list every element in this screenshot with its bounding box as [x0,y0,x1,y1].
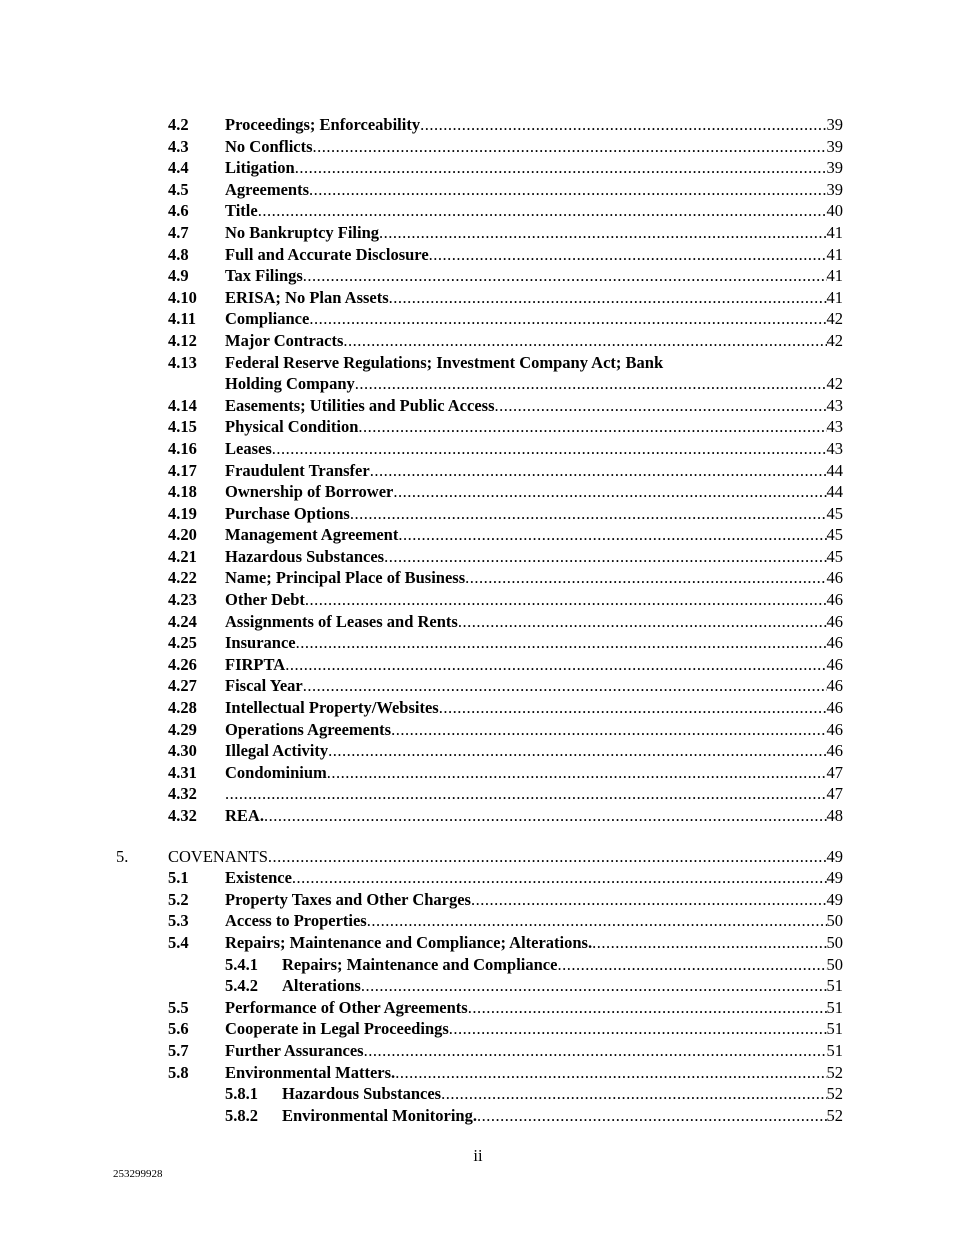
toc-number: 4.8 [168,244,189,264]
section-spacer [0,827,956,846]
toc-entry-4-32-rea[interactable] [0,805,956,827]
table-of-contents [0,114,956,1126]
dot-leader [398,524,826,546]
toc-page: 46 [826,590,843,610]
toc-page: 48 [826,806,843,825]
toc-title: No Conflicts [225,136,313,156]
toc-entry-4-32-blank[interactable] [0,783,956,805]
toc-title: Easements; Utilities and Public Access [225,395,495,415]
toc-number: 4.30 [168,741,197,761]
toc-number: 5.1 [168,868,189,888]
toc-title: Cooperate in Legal Proceedings [225,1019,449,1039]
dot-leader [441,1083,826,1105]
toc-entry-4-19[interactable] [0,503,956,525]
toc-entry-5-4-2[interactable] [0,975,956,997]
toc-entry-4-25[interactable] [0,632,956,654]
toc-title: Purchase Options [225,503,350,523]
toc-page: 46 [826,741,843,761]
toc-entry-5-4[interactable] [0,932,956,954]
toc-page: 39 [826,179,843,199]
toc-number: 4.20 [168,525,197,545]
toc-entry-4-13[interactable] [0,352,956,374]
dot-leader [592,932,826,954]
toc-entry-4-17[interactable] [0,460,956,482]
toc-page: 42 [826,374,843,394]
toc-page: 52 [826,1084,843,1104]
toc-page: 42 [826,330,843,350]
toc-entry-4-3[interactable] [0,136,956,158]
toc-entry-5-8-2[interactable] [0,1105,956,1127]
toc-entry-4-21[interactable] [0,546,956,568]
toc-number: 5.2 [168,889,189,909]
toc-title: Property Taxes and Other Charges [225,889,471,909]
toc-page: 44 [826,482,843,502]
toc-entry-4-24[interactable] [0,611,956,633]
toc-page: 46 [826,568,843,588]
dot-leader [477,1105,827,1127]
toc-title: Repairs; Maintenance and Compliance [282,954,558,974]
toc-number: 4.9 [168,266,189,286]
toc-page: 42 [826,309,843,329]
dot-leader [370,460,827,482]
dot-leader [384,546,826,568]
toc-number: 5.7 [168,1040,189,1060]
toc-number: 4.23 [168,590,197,610]
toc-number: 5.5 [168,997,189,1017]
toc-title: Other Debt [225,590,305,610]
dot-leader [393,481,826,503]
toc-title: Tax Filings [225,266,303,286]
toc-page: 39 [826,158,843,178]
toc-number: 4.21 [168,546,197,566]
toc-entry-4-13-continued[interactable] [0,373,956,395]
toc-number: 5.8.1 [225,1084,258,1104]
toc-entry-5-8-1[interactable] [0,1083,956,1105]
dot-leader [309,308,826,330]
dot-leader [285,654,826,676]
toc-page: 41 [826,287,843,307]
toc-number: 4.15 [168,417,197,437]
toc-page: 49 [826,868,843,888]
toc-entry-4-22[interactable] [0,567,956,589]
toc-number: 4.10 [168,287,197,307]
toc-entry-4-15[interactable] [0,416,956,438]
toc-page: 51 [826,1040,843,1060]
toc-page: 46 [826,676,843,696]
toc-title: Fraudulent Transfer [225,460,370,480]
dot-leader [292,867,827,889]
toc-entry-4-5[interactable] [0,179,956,201]
dot-leader [264,805,827,827]
toc-page: 43 [826,438,843,458]
dot-leader [395,1062,826,1084]
toc-title: No Bankruptcy Filing [225,222,380,242]
toc-number: 5.4.1 [225,954,258,974]
dot-leader [355,373,827,395]
dot-leader [391,719,826,741]
dot-leader [449,1018,827,1040]
toc-title: Major Contracts [225,330,344,350]
toc-page: 43 [826,395,843,415]
toc-entry-4-28[interactable] [0,697,956,719]
dot-leader [343,330,826,352]
dot-leader [389,287,827,309]
dot-leader [258,200,827,222]
toc-title: Proceedings; Enforceability [225,115,421,134]
toc-page: 50 [826,911,843,931]
toc-number: 4.14 [168,395,197,415]
toc-entry-4-7[interactable] [0,222,956,244]
toc-title: REA. [225,806,264,825]
toc-number: 5.4 [168,932,189,952]
toc-number: 4.27 [168,676,197,696]
toc-title: Management Agreement [225,525,399,545]
toc-title: Name; Principal Place of Business [225,568,466,588]
dot-leader [295,157,827,179]
toc-title: Insurance [225,633,296,653]
toc-number: 4.32 [168,784,197,804]
toc-number: 4.4 [168,158,189,178]
toc-title: Full and Accurate Disclosure [225,244,429,264]
toc-title: Assignments of Leases and Rents [225,611,458,631]
toc-entry-5-covenants[interactable] [0,846,956,868]
toc-page: 51 [826,997,843,1017]
toc-number: 4.24 [168,611,197,631]
dot-leader [468,997,827,1019]
toc-page: 39 [826,136,843,156]
dot-leader [465,567,826,589]
toc-number: 4.3 [168,136,189,156]
toc-title: Condominium [225,762,327,782]
dot-leader [327,762,827,784]
toc-title: Operations Agreements [225,719,392,739]
dot-leader [429,244,827,266]
dot-leader [379,222,826,244]
toc-page: 47 [826,762,843,782]
toc-entry-4-31[interactable] [0,762,956,784]
toc-page: 40 [826,201,843,221]
dot-leader [557,954,826,976]
toc-page: 47 [826,784,843,804]
toc-page: 44 [826,460,843,480]
toc-title-line1: Federal Reserve Regulations; Investment Company Act; Bank [225,352,664,372]
toc-title: Holding Company [225,374,355,394]
dot-leader [268,846,827,868]
toc-entry-5-2[interactable] [0,889,956,911]
toc-entry-4-20[interactable] [0,524,956,546]
toc-page: 49 [826,889,843,909]
toc-title: Compliance [225,309,310,329]
toc-entry-5-1[interactable] [0,867,956,889]
toc-number: 5.8 [168,1062,189,1082]
toc-entry-5-7[interactable] [0,1040,956,1062]
toc-entry-4-4[interactable] [0,157,956,179]
toc-page: 45 [826,546,843,566]
toc-title: Physical Condition [225,417,359,437]
toc-title: Title [225,201,258,221]
toc-title: Hazardous Substances [225,546,385,566]
toc-title: Further Assurances [225,1040,364,1060]
toc-title: Alterations [282,976,361,996]
toc-title: Leases [225,438,272,458]
toc-title: Litigation [225,158,295,178]
toc-number: 5.6 [168,1019,189,1039]
toc-title: Illegal Activity [225,741,329,761]
toc-number: 4.22 [168,568,197,588]
toc-entry-4-10[interactable] [0,287,956,309]
dot-leader [367,910,827,932]
toc-title: FIRPTA [225,654,286,674]
toc-number: 4.2 [168,115,189,134]
toc-title: Intellectual Property/Websites [225,698,439,718]
toc-page: 51 [826,1019,843,1039]
toc-page: 45 [826,503,843,523]
dot-leader [272,438,827,460]
toc-page: 41 [826,222,843,242]
toc-page: 41 [826,244,843,264]
toc-page: 50 [826,932,843,952]
dot-leader [313,136,827,158]
toc-page: 50 [826,954,843,974]
toc-number: 4.17 [168,460,197,480]
toc-entry-5-5[interactable] [0,997,956,1019]
toc-number: 4.18 [168,482,197,502]
toc-number: 4.6 [168,201,189,221]
toc-title: ERISA; No Plan Assets [225,287,389,307]
toc-entry-4-30[interactable] [0,740,956,762]
toc-number: 4.31 [168,762,197,782]
toc-page: 49 [826,846,843,866]
toc-page: 43 [826,417,843,437]
toc-entry-4-12[interactable] [0,330,956,352]
toc-title: Fiscal Year [225,676,303,696]
toc-title: COVENANTS [168,846,268,866]
toc-number: 4.13 [168,352,197,372]
toc-entry-4-29[interactable] [0,719,956,741]
toc-number: 4.32 [168,806,197,825]
dot-leader [328,740,826,762]
toc-page: 41 [826,266,843,286]
toc-page: 46 [826,654,843,674]
toc-entry-4-26[interactable] [0,654,956,676]
toc-number: 4.28 [168,698,197,718]
toc-entry-4-2[interactable] [0,114,956,136]
toc-title: Agreements [225,179,309,199]
dot-leader [439,697,827,719]
toc-entry-5-4-1[interactable] [0,954,956,976]
toc-title: Hazardous Substances [282,1084,442,1104]
toc-title: Repairs; Maintenance and Compliance; Alterations. [225,932,593,952]
dot-leader [303,675,827,697]
toc-page: 51 [826,976,843,996]
toc-page: 46 [826,719,843,739]
toc-number: 5.3 [168,911,189,931]
toc-title: Environmental Matters. [225,1062,396,1082]
dot-leader [309,179,827,201]
toc-page: 52 [826,1062,843,1082]
dot-leader [471,889,827,911]
toc-number: 4.19 [168,503,197,523]
toc-entry-4-9[interactable] [0,265,956,287]
dot-leader [495,395,827,417]
toc-page: 39 [826,115,843,134]
toc-entry-4-16[interactable] [0,438,956,460]
toc-page: 45 [826,525,843,545]
toc-number: 4.26 [168,654,197,674]
toc-title: Performance of Other Agreements [225,997,468,1017]
dot-leader [358,416,826,438]
toc-number: 4.25 [168,633,197,653]
toc-page: 52 [826,1105,843,1125]
toc-page: 46 [826,698,843,718]
toc-entry-4-27[interactable] [0,675,956,697]
dot-leader [350,503,827,525]
toc-number: 4.11 [168,309,196,329]
toc-entry-4-6[interactable] [0,200,956,222]
footer-document-id: 253299928 [113,1168,163,1180]
toc-entry-4-11[interactable] [0,308,956,330]
toc-number: 4.29 [168,719,197,739]
toc-number: 4.7 [168,222,189,242]
dot-leader [458,611,827,633]
toc-number: 5.8.2 [225,1105,258,1125]
dot-leader [305,589,827,611]
toc-number: 5.4.2 [225,976,258,996]
dot-leader [296,632,827,654]
toc-number: 4.16 [168,438,197,458]
dot-leader [361,975,827,997]
toc-page: 46 [826,611,843,631]
dot-leader [364,1040,827,1062]
toc-entry-4-18[interactable] [0,481,956,503]
toc-number: 5. [116,846,129,866]
toc-title: Ownership of Borrower [225,482,394,502]
toc-number: 4.12 [168,330,197,350]
toc-entry-5-3[interactable] [0,910,956,932]
toc-entry-4-8[interactable] [0,244,956,266]
toc-number: 4.5 [168,179,189,199]
toc-title: Access to Properties [225,911,367,931]
dot-leader [420,114,826,136]
toc-entry-5-6[interactable] [0,1018,956,1040]
dot-leader [303,265,827,287]
toc-page: 46 [826,633,843,653]
toc-entry-5-8[interactable] [0,1062,956,1084]
toc-entry-4-14[interactable] [0,395,956,417]
toc-entry-4-23[interactable] [0,589,956,611]
toc-title: Existence [225,868,292,888]
footer-page-number: ii [473,1146,483,1165]
dot-leader [225,783,827,805]
toc-title: Environmental Monitoring. [282,1105,477,1125]
